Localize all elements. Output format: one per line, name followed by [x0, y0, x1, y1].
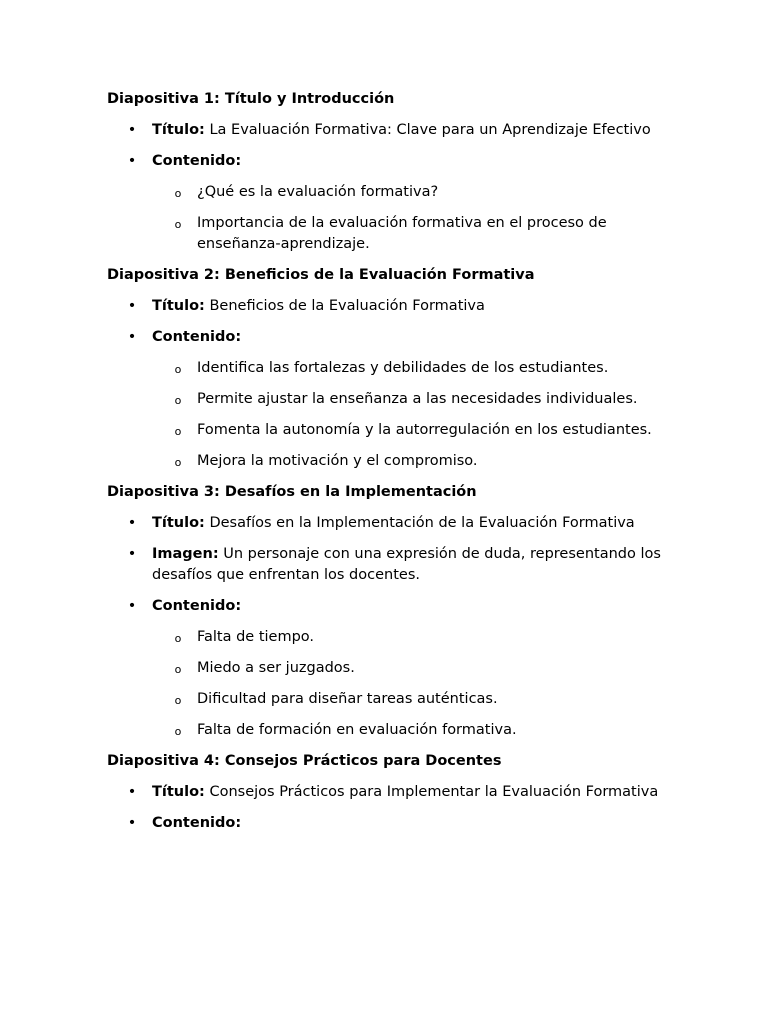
document-page — [107, 89, 667, 844]
list-item-text: Importancia de la evaluación formativa en el proceso de enseñanza-aprendizaje. — [197, 215, 607, 252]
image-label: Imagen: — [152, 546, 219, 562]
title-text: La Evaluación Formativa: Clave para un Aprendizaje Efectivo — [204, 122, 651, 138]
bullet-icon: • — [127, 784, 137, 800]
slide-3-image-item — [107, 544, 667, 586]
list-item — [107, 451, 667, 472]
list-item — [107, 689, 667, 710]
slide-4-content-item — [107, 813, 667, 834]
slide-4-heading: Diapositiva 4: Consejos Prácticos para Docentes — [107, 753, 502, 769]
slide-4-title-item — [107, 782, 667, 803]
content-label: Contenido: — [152, 815, 242, 831]
title-label: Título: — [152, 515, 205, 531]
list-item — [107, 213, 667, 255]
bullet-icon: • — [127, 515, 137, 531]
slide-1-title-item — [107, 120, 667, 141]
list-item-text: Mejora la motivación y el compromiso. — [197, 453, 478, 469]
list-item — [107, 627, 667, 648]
circle-bullet-icon: o — [174, 632, 182, 645]
slide-3-heading: Diapositiva 3: Desafíos en la Implementación — [107, 484, 477, 500]
title-label: Título: — [152, 122, 205, 138]
slide-3-content-item — [107, 596, 667, 617]
bullet-icon: • — [127, 329, 137, 345]
list-item-text: Fomenta la autonomía y la autorregulación en los estudiantes. — [197, 422, 652, 438]
list-item — [107, 389, 667, 410]
slide-1-content-item — [107, 151, 667, 172]
list-item — [107, 182, 667, 203]
title-text: Beneficios de la Evaluación Formativa — [204, 298, 485, 314]
slide-2-heading: Diapositiva 2: Beneficios de la Evaluación Formativa — [107, 267, 535, 283]
circle-bullet-icon: o — [174, 663, 182, 676]
circle-bullet-icon: o — [174, 425, 182, 438]
list-item-text: Falta de tiempo. — [197, 629, 315, 645]
list-item — [107, 658, 667, 679]
circle-bullet-icon: o — [174, 218, 182, 231]
list-item — [107, 358, 667, 379]
bullet-icon: • — [127, 122, 137, 138]
bullet-icon: • — [127, 153, 137, 169]
list-item-text: Miedo a ser juzgados. — [197, 660, 355, 676]
list-item — [107, 720, 667, 741]
content-label: Contenido: — [152, 153, 242, 169]
title-label: Título: — [152, 784, 205, 800]
circle-bullet-icon: o — [174, 187, 182, 200]
list-item-text: Permite ajustar la enseñanza a las necesidades individuales. — [197, 391, 638, 407]
title-text: Desafíos en la Implementación de la Evaluación Formativa — [204, 515, 635, 531]
list-item-text: Identifica las fortalezas y debilidades de los estudiantes. — [197, 360, 609, 376]
content-label: Contenido: — [152, 329, 242, 345]
image-text: Un personaje con una expresión de duda, representando los desafíos que enfrentan los docentes. — [152, 546, 661, 583]
circle-bullet-icon: o — [174, 694, 182, 707]
content-label: Contenido: — [152, 598, 242, 614]
bullet-icon: • — [127, 598, 137, 614]
bullet-icon: • — [127, 298, 137, 314]
circle-bullet-icon: o — [174, 394, 182, 407]
circle-bullet-icon: o — [174, 456, 182, 469]
circle-bullet-icon: o — [174, 725, 182, 738]
slide-3-title-item — [107, 513, 667, 534]
slide-2-content-item — [107, 327, 667, 348]
title-label: Título: — [152, 298, 205, 314]
list-item-text: Falta de formación en evaluación formativa. — [197, 722, 517, 738]
bullet-icon: • — [127, 546, 137, 562]
list-item — [107, 420, 667, 441]
list-item-text: ¿Qué es la evaluación formativa? — [197, 184, 439, 200]
circle-bullet-icon: o — [174, 363, 182, 376]
title-text: Consejos Prácticos para Implementar la Evaluación Formativa — [204, 784, 659, 800]
bullet-icon: • — [127, 815, 137, 831]
list-item-text: Dificultad para diseñar tareas auténticas. — [197, 691, 498, 707]
slide-2-title-item — [107, 296, 667, 317]
slide-1-heading: Diapositiva 1: Título y Introducción — [107, 91, 395, 107]
